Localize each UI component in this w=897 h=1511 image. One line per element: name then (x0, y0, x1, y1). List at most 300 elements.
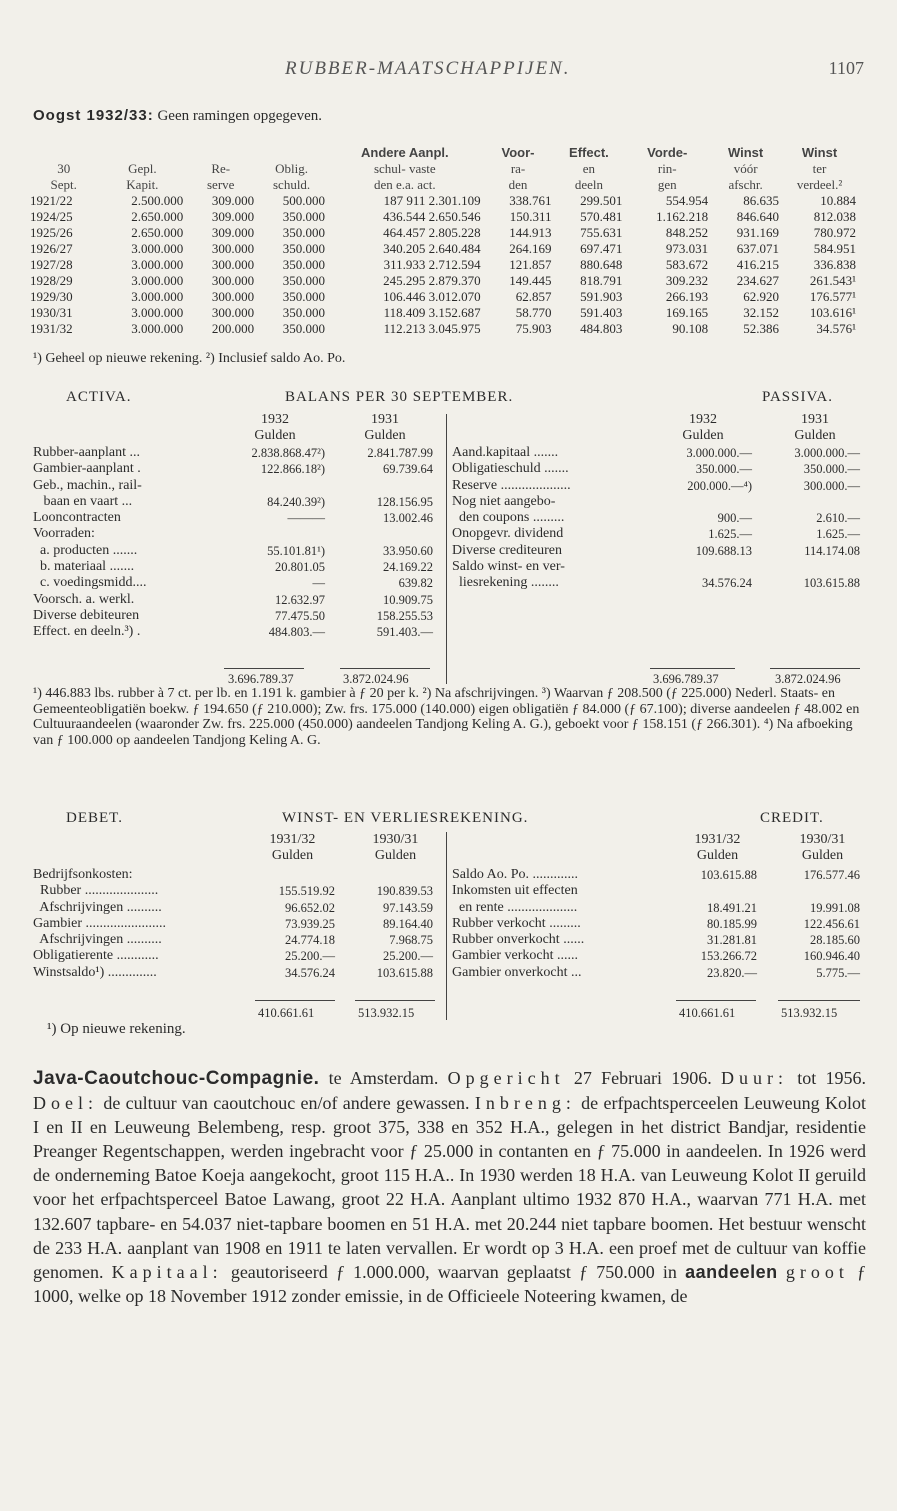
stats-row (28, 241, 858, 257)
debet-value-1: 155.519.92 (278, 884, 335, 899)
passiva-value-2: 2.610.— (816, 511, 860, 526)
passiva-value-2: 300.000.— (803, 478, 860, 493)
debet-value-1: 24.774.18 (285, 933, 335, 948)
credit-value-2: 5.775.— (816, 965, 860, 980)
credit-label: en rente .................... (452, 899, 578, 915)
activa-value-2: 13.002.46 (383, 511, 433, 526)
credit-row (452, 883, 862, 899)
stats-header-cell (99, 145, 185, 161)
stats-value-cell: 121.857 (509, 257, 552, 272)
stats-value-cell: 350.000 (282, 209, 326, 224)
stats-value-cell: 697.471 (580, 241, 623, 256)
stats-value-cell: 2.650.000 (131, 209, 184, 224)
passiva-label: Aand.kapitaal ....... (452, 445, 559, 460)
stats-value-cell: 3.000.000 (131, 289, 184, 304)
passiva-value-2: 114.174.08 (804, 543, 860, 558)
stats-row (28, 305, 858, 321)
activa-value-1: ——— (287, 511, 325, 526)
credit-row (452, 948, 862, 964)
passiva-row (452, 559, 862, 575)
balance-notes: ¹) 446.883 lbs. rubber à 7 ct. per lb. en 1.191 k. gambier à ƒ 20 per k. ²) Na afschrijvingen. ³) Waarvan ƒ 208.500 (ƒ 225.000) Nederl. Staats- en Gemeenteobligatiën boekw. ƒ 194.650 (ƒ 210.000); Zw. frs. 175.000 (140.000) eigen obligatiën ƒ 84.000 (ƒ 67.100); diverse aandeelen ƒ 48.002 en Cultuuraandeelen (waaronder Zw. frs. 225.000 (450.000) aandeelen Tandjong Keling A. G.), geboekt voor ƒ 158.151 (ƒ 266.301). ⁴) Na afboeking van ƒ 100.000 op aandeelen Tandjong Keling A. G. (33, 686, 860, 748)
stats-value-cell: 500.000 (282, 193, 326, 208)
stats-value-cell: 973.031 (665, 241, 709, 256)
activa-total-rule1 (224, 668, 304, 669)
article-text (778, 1262, 786, 1282)
debet-value-2: 190.839.53 (376, 884, 433, 899)
credit-label: Gambier onverkocht ... (452, 964, 582, 980)
stats-year-cell: 1924/25 (30, 209, 73, 224)
activa-label: a. producten ....... (33, 542, 138, 558)
credit-row (452, 867, 862, 883)
passiva-label: liesrekening ........ (452, 575, 559, 591)
debet-total-rule1 (255, 1000, 335, 1001)
stats-value-cell: 880.648 (580, 257, 623, 272)
activa-value-1: 484.803.— (268, 625, 325, 640)
stats-header-row (28, 177, 858, 193)
stats-value-cell: 846.640 (736, 209, 780, 224)
passiva-value-1: 350.000.— (695, 462, 752, 477)
stats-value-cell: 338.761 (509, 193, 552, 208)
stats-value-cell: 264.169 (509, 241, 552, 256)
activa-row (33, 624, 443, 640)
stats-value-cell: 350.000 (282, 241, 326, 256)
stats-value-cell: 350.000 (282, 321, 326, 336)
credit-label: Inkomsten uit effecten (452, 883, 578, 899)
stats-value-cell: 637.071 (736, 241, 780, 256)
passiva-label: Nog niet aangebo- (452, 493, 556, 509)
debet-label: Bedrijfsonkosten: (33, 867, 133, 882)
stats-header-cell: Oblig. (275, 161, 309, 176)
credit-row (452, 932, 862, 948)
debet-label: Afschrijvingen .......... (33, 899, 162, 915)
stats-row (28, 257, 858, 273)
debet-label: Rubber ..................... (33, 883, 159, 899)
passiva-row (452, 445, 862, 461)
stats-header-cell: rin- (657, 161, 677, 176)
debet-list (33, 867, 443, 981)
article-text: te Amsterdam. (319, 1068, 448, 1088)
activa-total-rule2 (340, 668, 430, 669)
activa-year2: 1931 Gulden (364, 412, 406, 443)
stats-value-cell: 309.000 (211, 209, 255, 224)
passiva-row (452, 494, 862, 510)
passiva-value-1: 200.000.—⁴) (687, 478, 752, 493)
debet-row (33, 883, 443, 899)
stats-value-cell: 554.954 (665, 193, 709, 208)
stats-header-cell: Andere Aanpl. (360, 145, 449, 160)
debet-title: DEBET. (66, 810, 123, 826)
credit-total-1: 410.661.61 (679, 1006, 736, 1020)
activa-label: baan en vaart ... (33, 493, 133, 509)
stats-value-cell: 266.193 (665, 289, 709, 304)
activa-list (33, 445, 443, 641)
stats-value-cell: 176.577¹ (809, 289, 856, 304)
passiva-label: Onopgevr. dividend (452, 526, 564, 542)
debet-value-1: 25.200.— (285, 949, 335, 964)
keyword-doel: Doel: (33, 1093, 98, 1114)
debet-year1: 1931/32 Gulden (269, 832, 316, 863)
stats-value-cell: 848.252 (665, 225, 709, 240)
stats-year-cell: 1928/29 (30, 273, 73, 288)
stats-value-cell: 309.000 (211, 193, 255, 208)
article-text: geautoriseerd ƒ 1.000.000, waarvan geplaatst ƒ 750.000 in (222, 1261, 686, 1282)
stats-value-cell: 300.000 (211, 305, 255, 320)
passiva-row (452, 478, 862, 494)
stats-value-cell: 300.000 (211, 241, 255, 256)
stats-value-cell: 90.108 (672, 321, 709, 336)
debet-label: Winstsaldo¹) .............. (33, 964, 157, 980)
keyword-opgericht: Opgericht (447, 1068, 565, 1088)
credit-label: Rubber verkocht ......... (452, 915, 581, 931)
stats-year-cell: 1926/27 (30, 241, 73, 256)
stats-value-cell: 3.000.000 (131, 273, 184, 288)
stats-value-cell: 300.000 (211, 273, 255, 288)
article-text: 27 Februari 1906. (564, 1068, 722, 1088)
passiva-value-1: 34.576.24 (702, 576, 752, 591)
oogst-text: Geen ramingen opgegeven. (153, 108, 322, 124)
passiva-value-2: 1.625.— (816, 527, 860, 542)
page-title: RUBBER-MAATSCHAPPIJEN. (285, 58, 571, 79)
stats-header-cell: en (582, 161, 596, 176)
stats-value-cell: 144.913 (509, 225, 552, 240)
stats-row (28, 273, 858, 289)
stats-value-cell: 812.038 (813, 209, 856, 224)
stats-value-cell: 309.000 (211, 225, 255, 240)
activa-value-1: 84.240.39²) (267, 494, 325, 509)
debet-value-2: 25.200.— (383, 949, 433, 964)
stats-row (28, 289, 858, 305)
passiva-label: Obligatieschuld ....... (452, 461, 569, 477)
profit-loss-title: WINST- EN VERLIESREKENING. (282, 810, 529, 826)
keyword-groot: groot (785, 1261, 849, 1282)
keyword-duur: Duur: (721, 1068, 789, 1088)
debet-row (33, 900, 443, 916)
stats-header-cell: Sept. (50, 177, 77, 192)
stats-value-cell: 309.232 (665, 273, 709, 288)
debet-row (33, 965, 443, 981)
credit-year2: 1930/31 Gulden (799, 832, 846, 863)
stats-value-cell: 780.972 (813, 225, 856, 240)
activa-row (33, 543, 443, 559)
passiva-value-2: 103.615.88 (803, 576, 860, 591)
stats-value-cell: 2.650.000 (131, 225, 184, 240)
activa-year1: 1932 Gulden (254, 412, 296, 443)
activa-row (33, 478, 443, 494)
credit-value-1: 103.615.88 (700, 868, 757, 882)
stats-year-cell: 1929/30 (30, 289, 73, 304)
debet-value-1: 96.652.02 (285, 900, 335, 915)
activa-row (33, 445, 443, 461)
activa-value-1: 77.475.50 (275, 608, 325, 623)
stats-header-cell: ra- (510, 161, 526, 176)
activa-label: Geb., machin., rail- (33, 477, 142, 493)
stats-header-cell: deeln (574, 177, 603, 192)
debet-total-2: 513.932.15 (358, 1006, 415, 1020)
passiva-title: PASSIVA. (762, 389, 833, 405)
stats-year-cell: 1927/28 (30, 257, 73, 272)
passiva-value-1: 3.000.000.— (686, 446, 752, 460)
stats-value-cell: 1.162.218 (656, 209, 709, 224)
stats-value-cell: 350.000 (282, 273, 326, 288)
debet-row (33, 932, 443, 948)
stats-value-cell: 34.576¹ (816, 321, 856, 336)
stats-value-cell: 245.295 2.879.370 (383, 273, 481, 288)
debet-value-2: 7.968.75 (389, 933, 433, 948)
stats-value-cell: 484.803 (580, 321, 623, 336)
stats-value-cell: 261.543¹ (809, 273, 856, 288)
stats-header-cell: schuld. (272, 177, 311, 192)
keyword-inbreng: Inbreng: (474, 1093, 576, 1114)
activa-value-2: 10.909.75 (383, 592, 433, 607)
credit-value-1: 18.491.21 (707, 900, 757, 915)
activa-label: c. voedingsmidd.... (33, 575, 147, 591)
stats-row (28, 209, 858, 225)
stats-row (28, 321, 858, 337)
stats-value-cell: 350.000 (282, 257, 326, 272)
running-header (0, 58, 897, 86)
oogst-line (33, 107, 322, 125)
stats-row (28, 193, 858, 209)
passiva-label: Diverse crediteuren (452, 542, 562, 558)
stats-value-cell: 52.386 (743, 321, 780, 336)
stats-value-cell: 3.000.000 (131, 321, 184, 336)
stats-value-cell: 149.445 (509, 273, 552, 288)
stats-header-cell: Effect. (569, 145, 609, 160)
debet-row (33, 867, 443, 883)
stats-header-cell: den e.a. act. (373, 177, 436, 192)
stats-value-cell: 436.544 2.650.546 (383, 209, 481, 224)
credit-title: CREDIT. (760, 810, 824, 826)
activa-label: b. materiaal ....... (33, 559, 135, 575)
stats-row (28, 225, 858, 241)
credit-label: Gambier verkocht ...... (452, 948, 578, 964)
stats-value-cell: 350.000 (282, 305, 326, 320)
stats-value-cell: 62.857 (515, 289, 552, 304)
stats-value-cell: 2.500.000 (131, 193, 184, 208)
stats-value-cell: 150.311 (509, 209, 552, 224)
stats-header-cell (28, 145, 99, 161)
stats-value-cell: 300.000 (211, 289, 255, 304)
debet-total-rule2 (355, 1000, 435, 1001)
activa-total-1932: 3.696.789.37 (228, 672, 294, 686)
passiva-total-1931: 3.872.024.96 (775, 672, 841, 686)
debet-row (33, 916, 443, 932)
passiva-row (452, 575, 862, 591)
stats-value-cell: 464.457 2.805.228 (383, 225, 481, 240)
stats-header-cell: Winst (727, 145, 764, 160)
stats-value-cell: 340.205 2.640.484 (383, 241, 481, 256)
stats-value-cell: 350.000 (282, 289, 326, 304)
activa-label: Effect. en deeln.³) . (33, 624, 141, 640)
activa-label: Gambier-aanplant . (33, 461, 141, 477)
activa-value-2: 158.255.53 (376, 608, 433, 623)
stats-value-cell: 931.169 (736, 225, 780, 240)
credit-year1: 1931/32 Gulden (694, 832, 741, 863)
debet-value-2: 89.164.40 (383, 916, 433, 931)
passiva-total-1932: 3.696.789.37 (653, 672, 719, 686)
passiva-row (452, 510, 862, 526)
article-paragraph (33, 1066, 866, 1308)
credit-total-2: 513.932.15 (781, 1006, 838, 1020)
stats-value-cell: 584.951 (813, 241, 856, 256)
page-number: 1107 (828, 58, 864, 78)
credit-value-2: 28.185.60 (810, 933, 860, 948)
stats-year-cell: 1931/32 (30, 321, 73, 336)
activa-row (33, 510, 443, 526)
debet-value-2: 103.615.88 (376, 965, 433, 980)
passiva-year2: 1931 Gulden (794, 412, 836, 443)
activa-total-1931: 3.872.024.96 (343, 672, 409, 686)
stats-year-cell: 1921/22 (30, 193, 73, 208)
credit-total-rule1 (676, 1000, 756, 1001)
stats-header-cell: gen (657, 177, 677, 192)
activa-value-1: — (312, 576, 325, 591)
activa-label: Diverse debiteuren (33, 607, 140, 623)
credit-row (452, 965, 862, 981)
passiva-value-1: 109.688.13 (695, 543, 752, 558)
activa-row (33, 575, 443, 591)
passiva-label: den coupons ......... (452, 510, 565, 526)
company-article (33, 1066, 866, 1308)
passiva-label: Saldo winst- en ver- (452, 559, 565, 575)
stats-header-cell: Vorde- (647, 145, 688, 160)
stats-value-cell: 32.152 (743, 305, 780, 320)
debet-value-2: 97.143.59 (383, 900, 433, 915)
activa-label: Rubber-aanplant ... (33, 445, 141, 460)
stats-value-cell: 10.884 (820, 193, 856, 208)
activa-label: Looncontracten (33, 510, 121, 526)
credit-value-1: 80.185.99 (707, 916, 757, 931)
profit-loss-footnote: ¹) Op nieuwe rekening. (47, 1021, 186, 1037)
stats-header-cell: Winst (801, 145, 838, 160)
stats-value-cell: 103.616¹ (809, 305, 856, 320)
passiva-row (452, 543, 862, 559)
article-text: ƒ 1000, welke op 18 November 1912 zonder emissie, in de Officieele Noteering kwamen, de (33, 1261, 867, 1306)
stats-value-cell: 570.481 (580, 209, 623, 224)
stats-header-cell (256, 145, 327, 161)
debet-value-1: 73.939.25 (285, 916, 335, 931)
stats-header-row (28, 161, 858, 177)
stats-value-cell: 75.903 (515, 321, 552, 336)
stats-header-cell: Kapit. (126, 177, 159, 192)
credit-total-rule2 (778, 1000, 860, 1001)
activa-row (33, 461, 443, 477)
stats-value-cell: 591.903 (580, 289, 623, 304)
stats-header-cell: Voor- (501, 145, 535, 160)
article-text: de erfpachtsperceelen Leuweung Kolot I en II en Leuweung Belembeng, resp. groot 375, 338 en 352 H.A., gelegen in het district Bandjar, residentie Preanger Regentschappen, werden ingebracht voor ƒ 25.000 in contanten en ƒ 75.000 in aandeelen. In 1926 werd de onderneming Batoe Koeja aangekocht, groot 115 H.A.. In 1930 werden 18 H.A. van Leuweung Kolot II geruild voor het erfpachtsperceel Batoe Lawang, groot 22 H.A. Aanplant ultimo 1932 870 H.A., waarvan 771 H.A. met 132.607 tapbare- en 54.037 niet-tapbare boomen en 51 H.A. met 20.244 niet tapbare boomen. Het bestuur wenscht de 233 H.A. aanplant van 1908 en 1911 te laten vervallen. Er wordt op 3 H.A. een proef met de cultuur van koffie genomen. (33, 1093, 866, 1282)
activa-value-2: 639.82 (398, 576, 433, 591)
passiva-row (452, 461, 862, 477)
debet-year2: 1930/31 Gulden (372, 832, 419, 863)
activa-label: Voorsch. a. werkl. (33, 591, 135, 607)
debet-label: Gambier ....................... (33, 915, 166, 931)
stats-year-cell: 1925/26 (30, 225, 73, 240)
passiva-value-1: 1.625.— (708, 527, 752, 542)
stats-value-cell: 112.213 3.045.975 (383, 321, 481, 336)
oogst-label: Oogst 1932/33: (33, 107, 154, 124)
article-text: de cultuur van caoutchouc en/of andere gewassen. (98, 1093, 475, 1114)
activa-value-1: 20.801.05 (275, 560, 325, 575)
stats-value-cell: 416.215 (736, 257, 780, 272)
stats-value-cell: 591.403 (580, 305, 623, 320)
activa-value-1: 12.632.97 (275, 592, 325, 607)
article-text: tot 1956. (788, 1068, 866, 1088)
keyword-aandeelen: aandeelen (685, 1261, 778, 1282)
activa-label: Voorraden: (33, 526, 95, 542)
passiva-list (452, 445, 862, 592)
stats-value-cell: 234.627 (736, 273, 780, 288)
passiva-year1: 1932 Gulden (682, 412, 724, 443)
stats-value-cell: 583.672 (665, 257, 709, 272)
activa-value-2: 2.841.787.99 (367, 446, 433, 460)
activa-value-1: 55.101.81¹) (267, 543, 325, 558)
stats-value-cell: 3.000.000 (131, 305, 184, 320)
debet-label: Obligatierente ............ (33, 948, 159, 964)
debet-total-1: 410.661.61 (258, 1006, 315, 1020)
passiva-value-1: 900.— (717, 511, 752, 526)
activa-row (33, 526, 443, 542)
passiva-value-2: 3.000.000.— (794, 446, 860, 460)
keyword-kapitaal: Kapitaal: (111, 1261, 223, 1282)
credit-value-1: 153.266.72 (700, 949, 757, 964)
credit-label: Saldo Ao. Po. ............. (452, 867, 579, 882)
activa-row (33, 559, 443, 575)
activa-value-1: 2.838.868.47²) (251, 446, 325, 460)
activa-value-2: 69.739.64 (383, 462, 433, 477)
balance-title: BALANS PER 30 SEPTEMBER. (285, 389, 514, 405)
credit-value-2: 176.577.46 (803, 868, 860, 882)
statistics-footnote: ¹) Geheel op nieuwe rekening. ²) Inclusief saldo Ao. Po. (33, 351, 346, 366)
stats-value-cell: 311.933 2.712.594 (383, 257, 481, 272)
activa-value-1: 122.866.18²) (260, 462, 325, 477)
stats-value-cell: 200.000 (211, 321, 255, 336)
stats-header-cell: Gepl. (128, 161, 157, 176)
activa-value-2: 128.156.95 (376, 494, 433, 509)
activa-title: ACTIVA. (66, 389, 132, 405)
credit-value-2: 122.456.61 (803, 916, 860, 931)
credit-value-1: 23.820.— (707, 965, 757, 980)
activa-row (33, 608, 443, 624)
passiva-value-2: 350.000.— (803, 462, 860, 477)
stats-header-cell: schul- vaste (373, 161, 436, 176)
stats-header-cell: den (508, 177, 528, 192)
stats-value-cell: 169.165 (665, 305, 709, 320)
stats-header-cell: 30 (57, 161, 71, 176)
activa-value-2: 24.169.22 (383, 560, 433, 575)
stats-header-cell: serve (207, 177, 235, 192)
passiva-label: Reserve .................... (452, 477, 571, 493)
activa-row (33, 494, 443, 510)
stats-value-cell: 3.000.000 (131, 241, 184, 256)
stats-header-cell: verdeel.² (796, 177, 843, 192)
stats-header-cell: afschr. (728, 177, 763, 192)
stats-value-cell: 818.791 (580, 273, 623, 288)
credit-value-2: 19.991.08 (810, 900, 860, 915)
debet-row (33, 948, 443, 964)
stats-value-cell: 755.631 (580, 225, 623, 240)
stats-year-cell: 1930/31 (30, 305, 73, 320)
debet-value-1: 34.576.24 (285, 965, 335, 980)
passiva-total-rule2 (770, 668, 860, 669)
stats-header-cell: vóór (733, 161, 758, 176)
stats-value-cell: 299.501 (580, 193, 623, 208)
stats-value-cell: 58.770 (515, 305, 552, 320)
activa-value-2: 33.950.60 (383, 543, 433, 558)
balance-divider (446, 414, 447, 684)
credit-row (452, 900, 862, 916)
profit-loss-divider (446, 832, 447, 1020)
credit-value-1: 31.281.81 (707, 933, 757, 948)
